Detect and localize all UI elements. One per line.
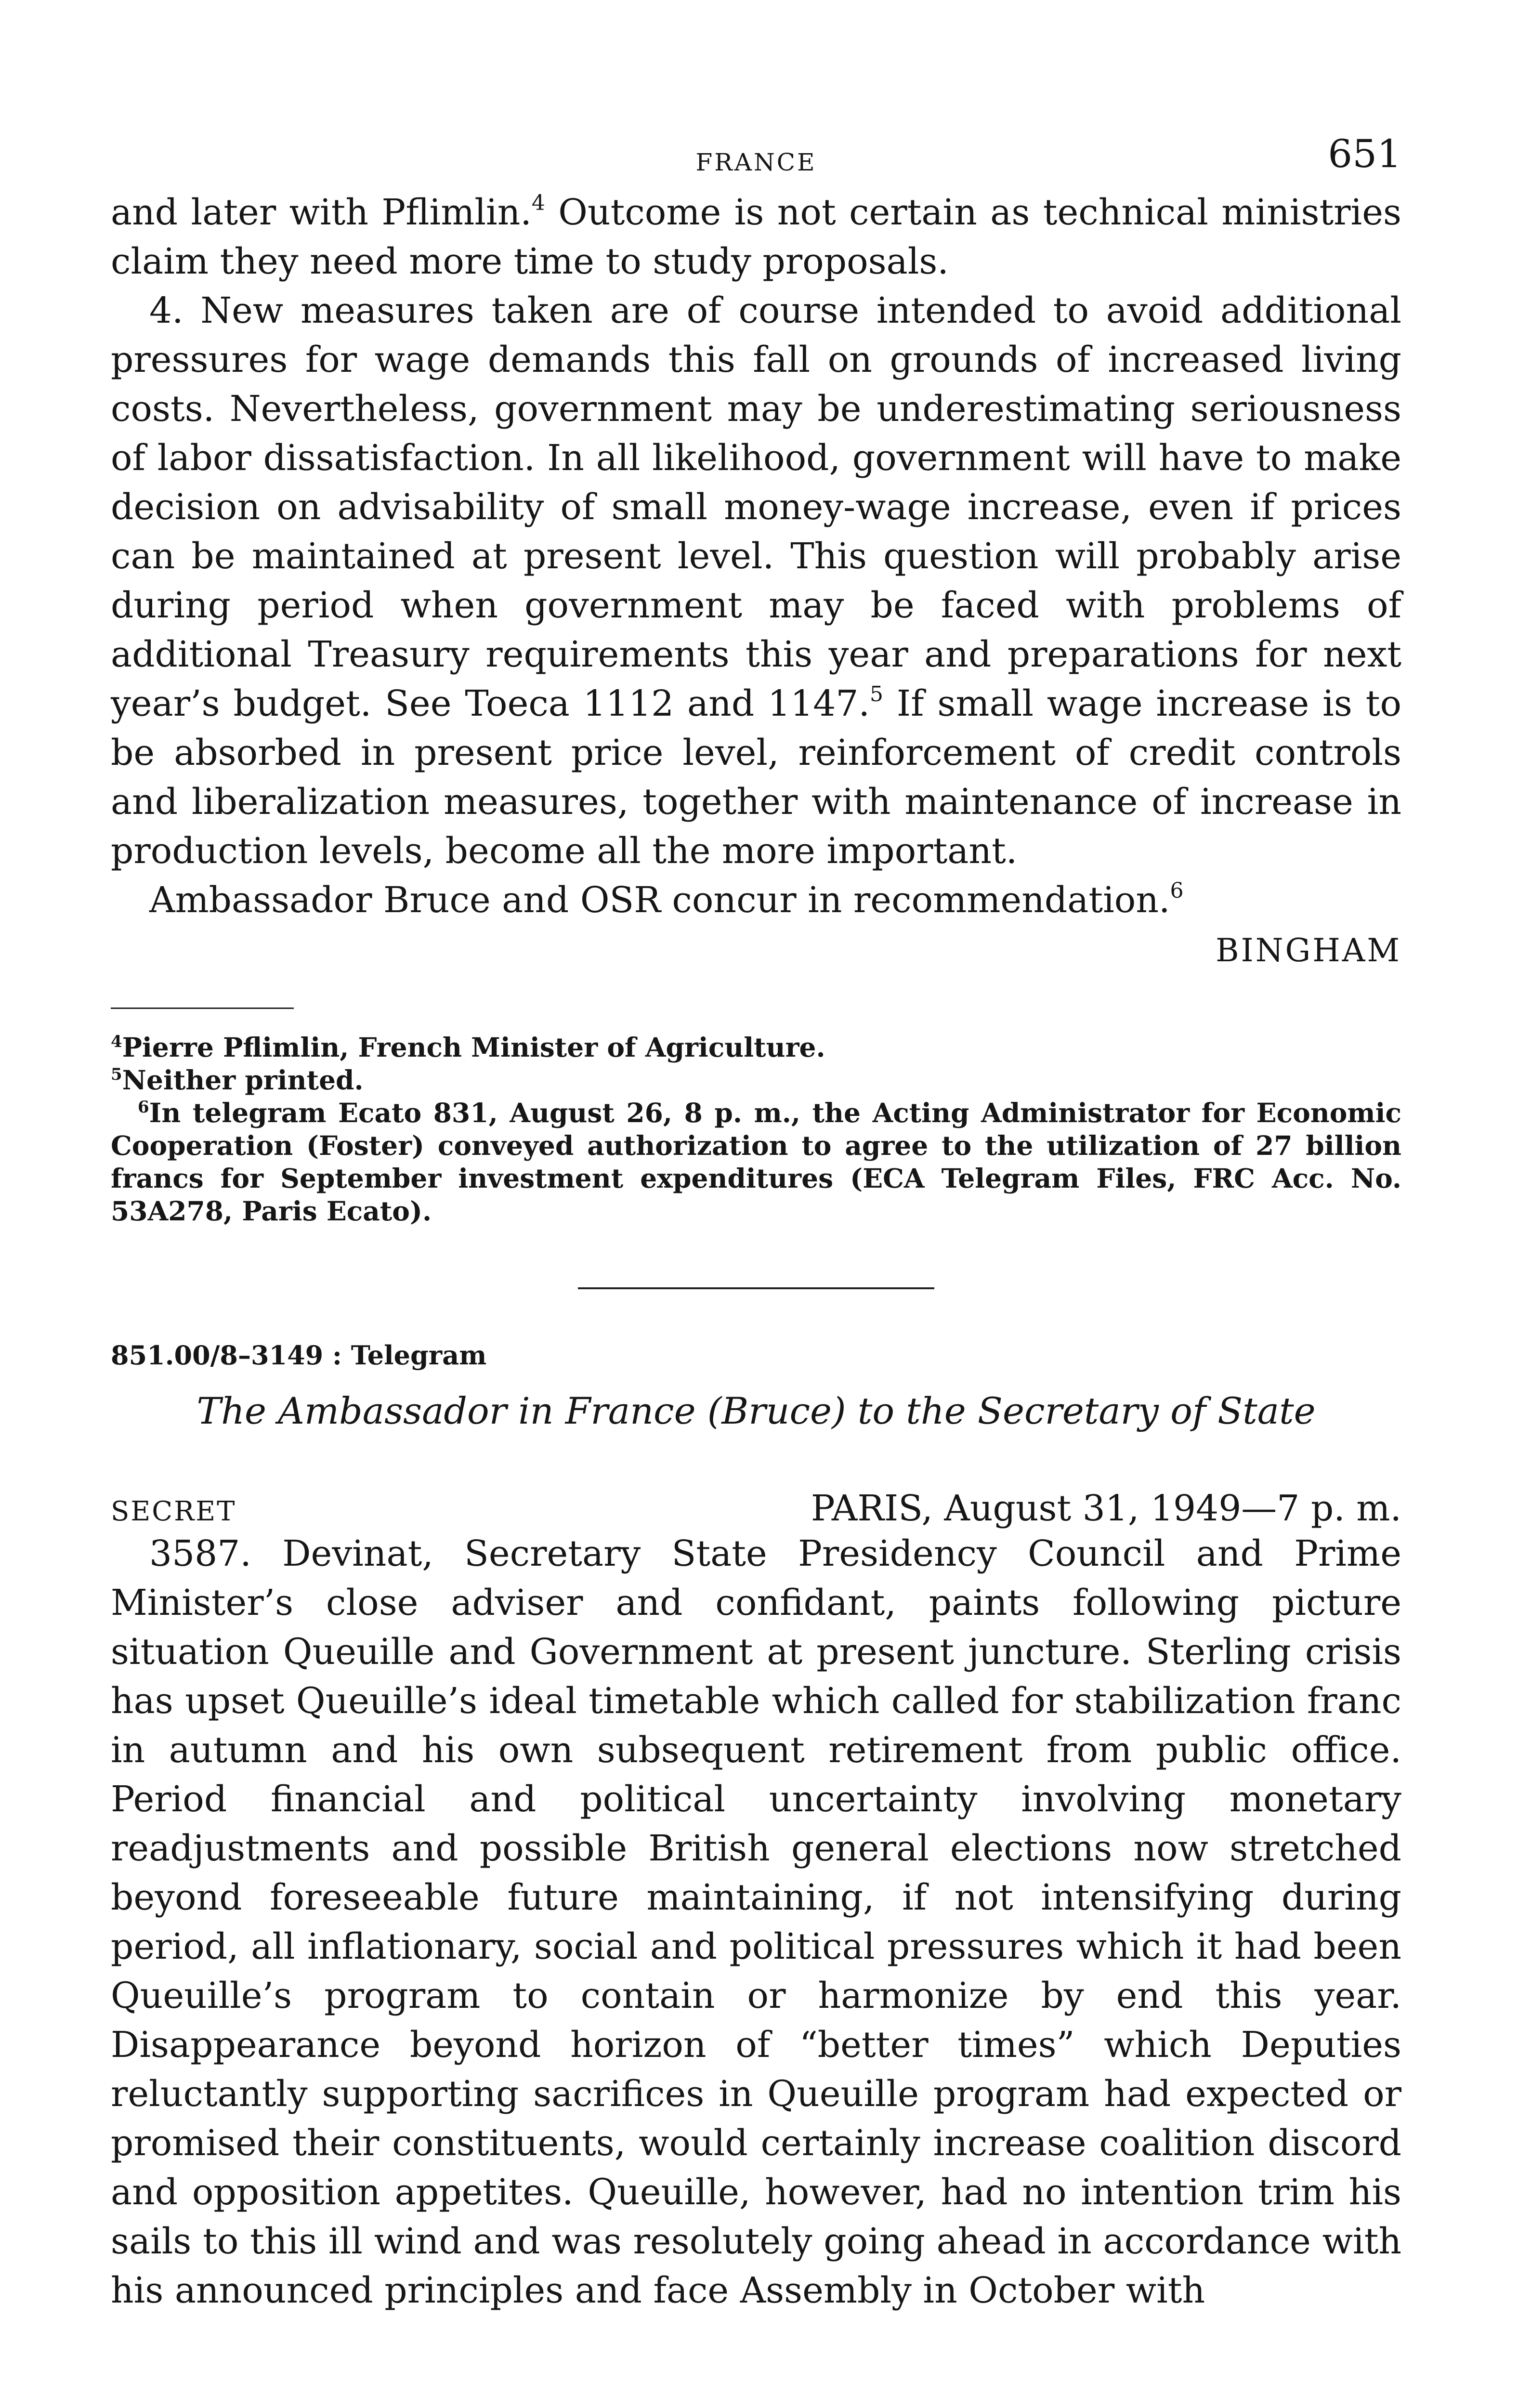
footnote-divider [111,1008,294,1009]
footnote-marker: 4 [111,1032,122,1051]
footnote-text: Pierre Pflimlin, French Minister of Agriculture. [122,1032,825,1063]
text-run: If small wage increase is to be absorbed in present price level, reinforcement of credit controls and liberalization measures, together with maintenance of increase in production levels, become all the more important. [111,683,1401,872]
classification-label: SECRET [111,1496,236,1527]
dateline: PARIS, August 31, 1949—7 p. m. [811,1488,1401,1529]
running-header [111,131,1401,188]
document-heading: The Ambassador in France (Bruce) to the Secretary of State [196,1389,1316,1432]
paragraph-continuation [111,188,1401,286]
paragraph-4 [111,286,1401,876]
footnote-5 [111,1064,1401,1097]
document-page [111,131,1401,2408]
footnote-marker: 6 [138,1098,149,1117]
text-run: Outcome is not certain as technical ministries claim they need more time to study proposals. [111,192,1401,282]
text-run: and later with Pflimlin. [111,192,532,233]
footnote-4 [111,1031,1401,1064]
file-number: 851.00/8–3149 : Telegram [111,1340,487,1371]
concurrence-paragraph [111,876,1401,925]
telegram-body: 3587. Devinat, Secretary State Presidency Council and Prime Minister’s close adviser and confidant, paints following picture situation Queuille and Government at present juncture. Sterling crisis has upset Queuille’s ideal timetable which called for stabilization franc in autumn and his own subsequent retirement from public office. Period financial and political uncertainty involving monetary readjustments and possible British general elections now stretched beyond foreseeable future maintaining, if not intensifying during period, all inflationary, social and political pressures which it had been Queuille’s program to contain or harmonize by end this year. Disappearance beyond horizon of “better times” which Deputies reluctantly supporting sacrifices in Queuille program had expected or promised their constituents, would certainly increase coalition discord and opposition appetites. Queuille, however, had no intention trim his sails to this ill wind and was resolutely going ahead in accordance with his announced principles and face Assembly in October with [111,1533,1401,2311]
page-number: 651 [1328,131,1401,176]
footnote-6 [111,1097,1401,1228]
section-divider [578,1287,934,1289]
footnote-text: Neither printed. [122,1064,364,1096]
dateline-row [111,1488,1401,1529]
footnote-ref-6[interactable]: 6 [1170,878,1184,903]
footnote-ref-5[interactable]: 5 [869,682,883,707]
running-title: FRANCE [695,148,817,176]
footnote-ref-4[interactable]: 4 [531,191,545,215]
footnote-marker: 5 [111,1065,122,1084]
text-run: 4. New measures taken are of course intended to avoid additional pressures for wage demands this fall on grounds of increased living costs. Nevertheless, government may be underestimating seriousness of labor dissatisfaction. In all likelihood, government will have to make decision on advisability of small money-wage increase, even if prices can be maintained at present level. This question will probably arise during period when government may be faced with problems of additional Treasury requirements this year and preparations for next year’s budget. See Toeca 1112 and 1147. [111,290,1401,724]
text-run: Ambassador Bruce and OSR concur in recommendation. [149,879,1170,921]
footnote-text: In telegram Ecato 831, August 26, 8 p. m., the Acting Administrator for Economic Cooperation (Foster) conveyed authorization to agree to the utilization of 27 billion francs for September investment expenditures (ECA Telegram Files, FRC Acc. No. 53A278, Paris Ecato). [111,1097,1401,1227]
signature: BINGHAM [1216,932,1401,969]
